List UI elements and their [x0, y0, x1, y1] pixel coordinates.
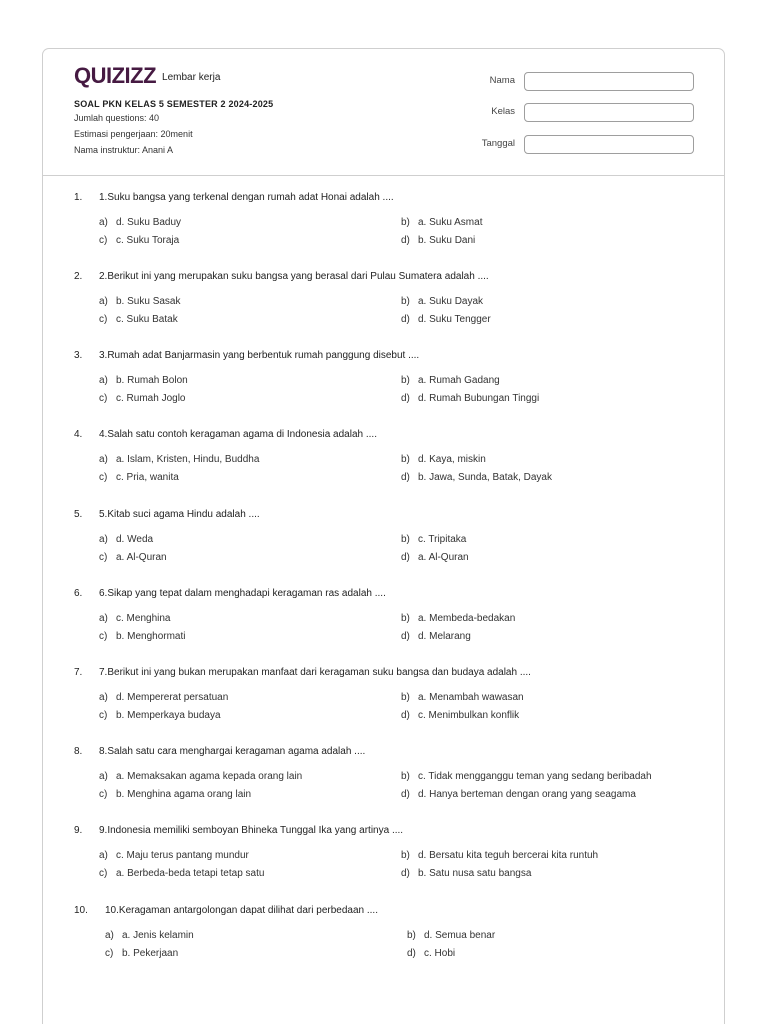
answer-option	[401, 613, 515, 624]
option-text: b. Jawa, Sunda, Batak, Dayak	[418, 472, 552, 483]
question-text: 4.Salah satu contoh keragaman agama di Indonesia adalah ....	[99, 429, 377, 440]
answer-option	[401, 552, 469, 563]
option-letter: b)	[401, 375, 410, 386]
answer-option	[401, 631, 471, 642]
option-letter: d)	[401, 552, 410, 563]
answer-option	[401, 296, 483, 307]
option-text: d. Hanya berteman dengan orang yang seagama	[418, 789, 636, 800]
answer-option	[401, 771, 652, 782]
answer-option	[401, 314, 491, 325]
option-text: b. Pekerjaan	[122, 948, 179, 959]
option-text: c. Suku Batak	[116, 314, 178, 325]
answer-option	[99, 472, 179, 483]
option-letter: a)	[99, 850, 108, 861]
option-text: a. Suku Asmat	[418, 217, 483, 228]
option-text: a. Membeda-bedakan	[418, 613, 516, 624]
option-letter: b)	[401, 296, 410, 307]
option-text: d. Bersatu kita teguh bercerai kita runtuh	[418, 850, 599, 861]
question-text: 5.Kitab suci agama Hindu adalah ....	[99, 509, 260, 520]
option-letter: a)	[99, 534, 108, 545]
answer-option	[99, 314, 178, 325]
question-text: 6.Sikap yang tepat dalam menghadapi keragaman ras adalah ....	[99, 588, 386, 599]
quizizz-logo: QUIZIZZ	[74, 63, 157, 88]
option-letter: c)	[99, 314, 108, 325]
option-text: b. Memperkaya budaya	[116, 710, 221, 721]
date-label: Tanggal	[481, 138, 515, 149]
option-letter: a)	[99, 375, 108, 386]
option-text: a. Al-Quran	[418, 552, 469, 563]
option-text: c. Tripitaka	[418, 534, 467, 545]
option-letter: d)	[401, 789, 410, 800]
option-text: a. Menambah wawasan	[418, 692, 524, 703]
question-number: 5.	[74, 509, 83, 520]
answer-option	[401, 454, 486, 465]
question-text: 10.Keragaman antargolongan dapat dilihat dari perbedaan ....	[105, 905, 378, 916]
option-text: d. Kaya, miskin	[418, 454, 486, 465]
option-text: c. Rumah Joglo	[116, 393, 186, 404]
option-text: a. Jenis kelamin	[122, 930, 194, 941]
question-text: 9.Indonesia memiliki semboyan Bhineka Tunggal Ika yang artinya ....	[99, 825, 404, 836]
question-number: 4.	[74, 429, 83, 440]
option-text: b. Rumah Bolon	[116, 375, 188, 386]
question-number: 8.	[74, 746, 83, 757]
estimated-time: Estimasi pengerjaan: 20menit	[74, 129, 193, 139]
option-letter: c)	[99, 631, 108, 642]
option-letter: b)	[401, 534, 410, 545]
option-text: b. Suku Dani	[418, 235, 476, 246]
option-letter: a)	[99, 217, 108, 228]
answer-option	[401, 375, 500, 386]
worksheet-label: Lembar kerja	[162, 72, 221, 83]
option-text: b. Menghormati	[116, 631, 186, 642]
question-number: 10.	[74, 905, 88, 916]
option-letter: a)	[105, 930, 114, 941]
answer-option	[99, 235, 179, 246]
class-field[interactable]	[524, 103, 694, 122]
option-letter: d)	[401, 393, 410, 404]
option-letter: b)	[401, 217, 410, 228]
option-text: d. Suku Tengger	[418, 314, 491, 325]
option-letter: b)	[401, 850, 410, 861]
answer-option	[401, 472, 552, 483]
option-letter: a)	[99, 771, 108, 782]
option-text: d. Melarang	[418, 631, 471, 642]
option-letter: b)	[401, 692, 410, 703]
option-text: c. Maju terus pantang mundur	[116, 850, 249, 861]
answer-option	[105, 948, 178, 959]
option-letter: b)	[407, 930, 416, 941]
class-label: Kelas	[491, 106, 515, 117]
option-letter: c)	[99, 393, 108, 404]
option-letter: b)	[401, 454, 410, 465]
answer-option	[99, 613, 170, 624]
question-number: 1.	[74, 192, 83, 203]
answer-option	[401, 710, 519, 721]
option-letter: d)	[401, 472, 410, 483]
answer-option	[401, 393, 539, 404]
date-field[interactable]	[524, 135, 694, 154]
answer-option	[99, 631, 185, 642]
answer-option	[99, 454, 259, 465]
option-text: a. Memaksakan agama kepada orang lain	[116, 771, 303, 782]
question-text: 3.Rumah adat Banjarmasin yang berbentuk rumah panggung disebut ....	[99, 350, 420, 361]
question-text: 2.Berikut ini yang merupakan suku bangsa yang berasal dari Pulau Sumatera adalah ....	[99, 271, 489, 282]
option-text: c. Suku Toraja	[116, 235, 180, 246]
option-letter: a)	[99, 296, 108, 307]
answer-option	[407, 948, 455, 959]
option-text: c. Hobi	[424, 948, 456, 959]
question-text: 8.Salah satu cara menghargai keragaman agama adalah ....	[99, 746, 366, 757]
option-letter: d)	[401, 235, 410, 246]
option-letter: d)	[401, 868, 410, 879]
answer-option	[99, 393, 185, 404]
option-text: c. Tidak mengganggu teman yang sedang beribadah	[418, 771, 652, 782]
option-letter: c)	[99, 552, 108, 563]
answer-option	[401, 217, 482, 228]
option-letter: d)	[401, 631, 410, 642]
answer-option	[99, 552, 167, 563]
option-letter: c)	[99, 868, 108, 879]
option-text: d. Suku Baduy	[116, 217, 182, 228]
option-letter: a)	[99, 692, 108, 703]
option-letter: c)	[99, 789, 108, 800]
option-letter: a)	[99, 454, 108, 465]
question-text: 1.Suku bangsa yang terkenal dengan rumah adat Honai adalah ....	[99, 192, 394, 203]
worksheet	[42, 48, 725, 1024]
answer-option	[99, 850, 249, 861]
option-text: d. Weda	[116, 534, 154, 545]
question-number: 2.	[74, 271, 83, 282]
option-text: a. Al-Quran	[116, 552, 167, 563]
question-count: Jumlah questions: 40	[74, 113, 160, 123]
option-text: b. Menghina agama orang lain	[116, 789, 252, 800]
question-number: 7.	[74, 667, 83, 678]
question-number: 3.	[74, 350, 83, 361]
option-text: b. Satu nusa satu bangsa	[418, 868, 532, 879]
answer-option	[99, 534, 153, 545]
answer-option	[401, 235, 475, 246]
option-letter: d)	[401, 314, 410, 325]
option-text: a. Berbeda-beda tetapi tetap satu	[116, 868, 265, 879]
answer-option	[99, 710, 221, 721]
option-text: d. Semua benar	[424, 930, 496, 941]
worksheet-header	[43, 49, 724, 176]
answer-option	[99, 692, 228, 703]
answer-option	[99, 296, 180, 307]
option-text: c. Menghina	[116, 613, 171, 624]
question-number: 9.	[74, 825, 83, 836]
answer-option	[401, 789, 636, 800]
option-text: a. Islam, Kristen, Hindu, Buddha	[116, 454, 260, 465]
answer-option	[401, 692, 524, 703]
name-field[interactable]	[524, 72, 694, 91]
option-text: c. Menimbulkan konflik	[418, 710, 520, 721]
brand	[74, 64, 220, 88]
option-letter: d)	[401, 710, 410, 721]
answer-option	[99, 789, 251, 800]
answer-option	[99, 868, 264, 879]
option-text: d. Mempererat persatuan	[116, 692, 229, 703]
option-letter: c)	[99, 235, 108, 246]
option-letter: a)	[99, 613, 108, 624]
option-letter: b)	[401, 613, 410, 624]
option-text: d. Rumah Bubungan Tinggi	[418, 393, 540, 404]
answer-option	[99, 771, 302, 782]
question-text: 7.Berikut ini yang bukan merupakan manfaat dari keragaman suku bangsa dan budaya adalah ....	[99, 667, 531, 678]
answer-option	[99, 217, 181, 228]
option-letter: d)	[407, 948, 416, 959]
answer-option	[407, 930, 495, 941]
answer-option	[401, 534, 466, 545]
answer-option	[401, 868, 531, 879]
worksheet-title: SOAL PKN KELAS 5 SEMESTER 2 2024-2025	[74, 99, 274, 109]
answer-option	[99, 375, 188, 386]
option-text: a. Rumah Gadang	[418, 375, 500, 386]
answer-option	[105, 930, 194, 941]
name-label: Nama	[489, 75, 515, 86]
option-letter: c)	[99, 472, 108, 483]
option-text: a. Suku Dayak	[418, 296, 484, 307]
instructor-name: Nama instruktur: Anani A	[74, 145, 174, 155]
option-text: c. Pria, wanita	[116, 472, 179, 483]
option-letter: b)	[401, 771, 410, 782]
question-number: 6.	[74, 588, 83, 599]
answer-option	[401, 850, 598, 861]
option-letter: c)	[105, 948, 114, 959]
option-text: b. Suku Sasak	[116, 296, 181, 307]
option-letter: c)	[99, 710, 108, 721]
